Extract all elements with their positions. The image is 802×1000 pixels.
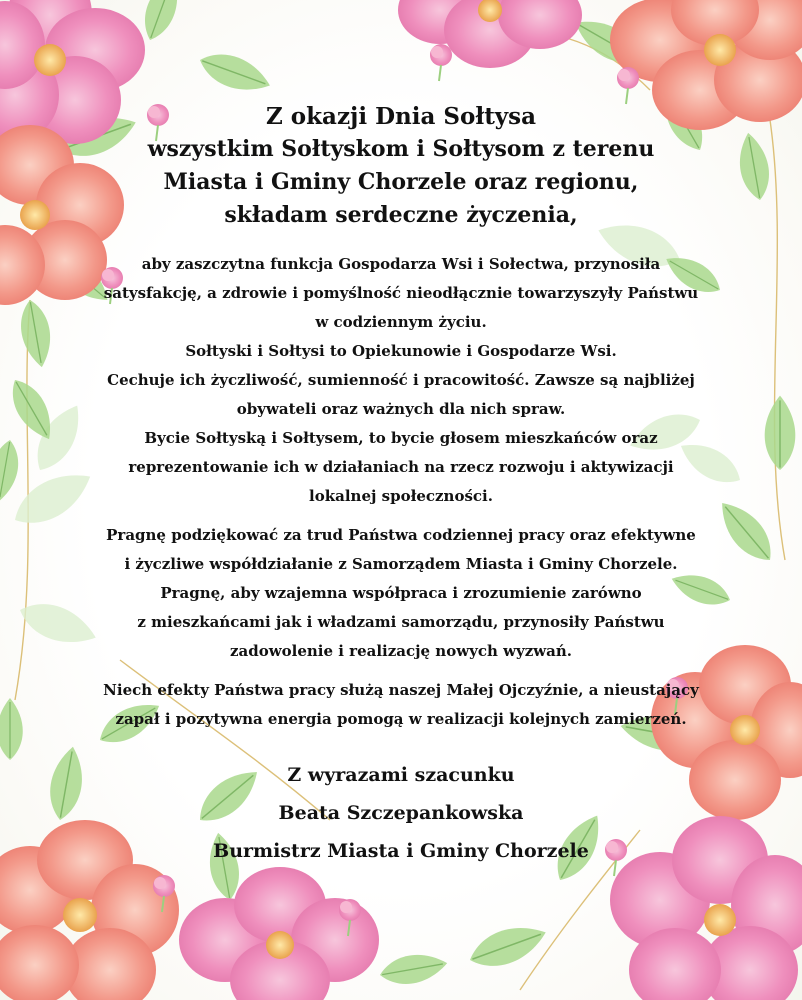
greeting-title: Z okazji Dnia Sołtysa bbox=[265, 103, 537, 130]
paragraph-line: zapał i pozytywna energia pomogą w realizacji kolejnych zamierzeń. bbox=[115, 710, 687, 728]
greeting-line: Miasta i Gminy Chorzele oraz regionu, bbox=[163, 169, 639, 195]
letter-content bbox=[90, 100, 712, 870]
paragraph-line: i życzliwe współdziałanie z Samorządem Miasta i Gminy Chorzele. bbox=[124, 555, 678, 573]
greeting-line: wszystkim Sołtyskom i Sołtysom z terenu bbox=[147, 136, 655, 162]
paragraph-line: zadowolenie i realizację nowych wyzwań. bbox=[229, 642, 572, 660]
closing-wish-paragraph bbox=[90, 676, 712, 734]
paragraph-line: satysfakcję, a zdrowie i pomyślność nieodłącznie towarzyszyły Państwu bbox=[103, 284, 699, 302]
paragraph-line: Niech efekty Państwa pracy służą naszej Małej Ojczyźnie, a nieustający bbox=[103, 681, 699, 699]
signatory-role: Burmistrz Miasta i Gminy Chorzele bbox=[213, 840, 589, 862]
paragraph-line: Cechuje ich życzliwość, sumienność i pracowitość. Zawsze są najbliżej bbox=[107, 371, 695, 389]
closing-regards: Z wyrazami szacunku bbox=[287, 764, 515, 786]
paragraph-line: obywateli oraz ważnych dla nich spraw. bbox=[236, 400, 566, 418]
paragraph-line: Bycie Sołtyską i Sołtysem, to bycie głosem mieszkańców oraz bbox=[144, 429, 658, 447]
paragraph-line: lokalnej społeczności. bbox=[309, 487, 493, 505]
greeting-heading bbox=[90, 100, 712, 232]
thanks-paragraph bbox=[90, 521, 712, 666]
paragraph-line: z mieszkańcami jak i władzami samorządu, przynosiły Państwu bbox=[137, 613, 665, 631]
wishes-paragraph bbox=[90, 250, 712, 511]
paragraph-line: Pragnę podziękować za trud Państwa codziennej pracy oraz efektywne bbox=[106, 526, 696, 544]
paragraph-line: reprezentowanie ich w działaniach na rzecz rozwoju i aktywizacji bbox=[128, 458, 674, 476]
greeting-line: składam serdeczne życzenia, bbox=[224, 202, 578, 228]
paragraph-line: Pragnę, aby wzajemna współpraca i zrozumienie zarówno bbox=[160, 584, 642, 602]
signature-block bbox=[90, 756, 712, 870]
signatory-name: Beata Szczepankowska bbox=[278, 802, 524, 824]
paragraph-line: w codziennym życiu. bbox=[315, 313, 487, 331]
flower-top-center bbox=[398, 0, 582, 68]
paragraph-line: Sołtyski i Sołtysi to Opiekunowie i Gospodarze Wsi. bbox=[185, 342, 617, 360]
paragraph-line: aby zaszczytna funkcja Gospodarza Wsi i Sołectwa, przynosiła bbox=[141, 255, 661, 273]
